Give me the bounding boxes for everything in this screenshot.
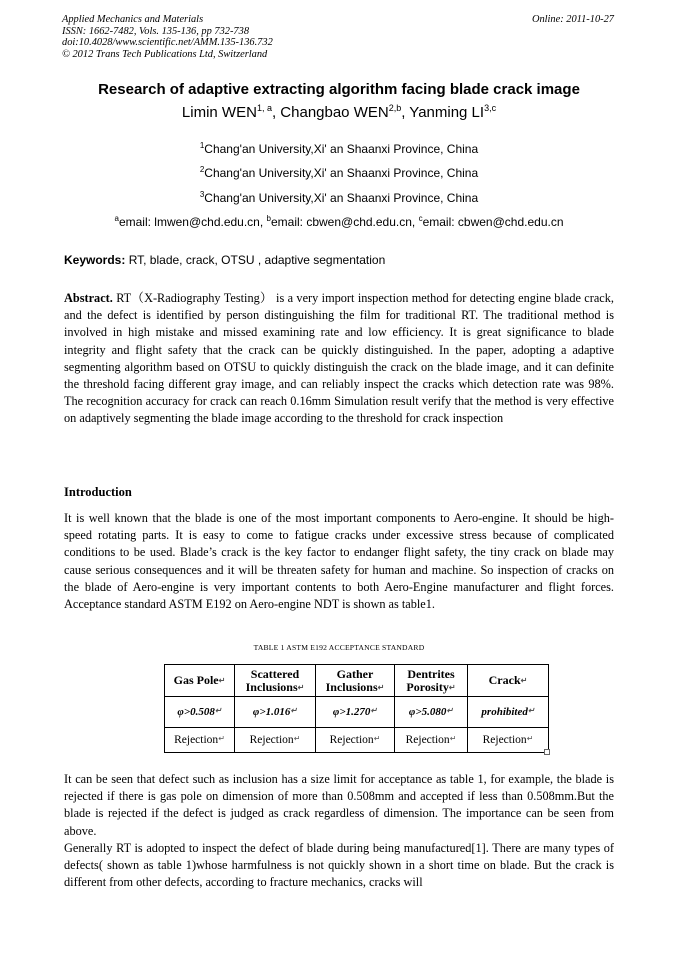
table-cell — [235, 728, 316, 753]
author-sup: 3,c — [484, 103, 497, 113]
cell-mark: ↵ — [293, 734, 301, 743]
affiliation-sup: 3 — [199, 190, 205, 199]
cell-text: φ>5.080 — [408, 706, 447, 718]
section-heading: Introduction — [64, 485, 132, 499]
cell-mark: ↵ — [214, 706, 222, 715]
cell-text: prohibited — [481, 706, 528, 718]
cell-mark: ↵ — [449, 734, 457, 743]
cell-mark: ↵ — [218, 734, 225, 743]
table-header-cell — [468, 665, 549, 697]
issn-line: ISSN: 1662-7482, Vols. 135-136, pp 732-738 — [62, 25, 250, 37]
header-text: Inclusions — [325, 679, 378, 694]
email-sup: b — [266, 214, 271, 223]
author-name: Yanming LI — [409, 104, 485, 121]
abstract — [64, 290, 614, 428]
table-cell — [468, 697, 549, 728]
affiliation-text: Chang'an University,Xi' an Shaanxi Province, China — [204, 142, 479, 156]
table-cell — [316, 697, 395, 728]
author-sup: 1, a — [256, 103, 272, 113]
cell-mark: ↵ — [448, 682, 456, 692]
journal-name: Applied Mechanics and Materials — [62, 14, 204, 25]
email-text: email: lmwen@chd.edu.cn, — [118, 215, 267, 229]
cell-mark: ↵ — [290, 706, 298, 715]
cell-mark: ↵ — [370, 706, 378, 715]
table-cell — [165, 697, 235, 728]
table-header-cell — [395, 665, 468, 697]
affiliation-text: Chang'an University,Xi' an Shaanxi Province, China — [204, 191, 479, 205]
cell-text: φ>0.508 — [177, 706, 215, 718]
abstract-text: RT（X-Radiography Testing） is a very import inspection method for detecting engine blade crack, and the defect is identified by person distinguishing the film for traditional RT. The traditional method is involved in high mistake and missed examining rate and low efficiency. It is great significance to blade integrity and flight safety that the crack can be quickly distinguished. In the paper, adopting a adaptive segmenting algorithm based on OTSU to quickly distinguish the crack on the blade image, and it can definite the threshold facing different gray image, and can reliably inspect the cracks which detection rate was 98%. The recognition accuracy for crack can reach 0.16mm Simulation result verify that the method is very effective on adaptively segmenting the blade image according to the threshold for crack inspection — [64, 291, 614, 426]
cell-mark: ↵ — [377, 682, 385, 692]
cell-text: Rejection — [174, 734, 219, 746]
header-text: Crack — [488, 673, 521, 687]
table-header-row — [165, 665, 549, 697]
cell-text: Rejection — [249, 734, 294, 746]
cell-text: Rejection — [405, 734, 450, 746]
table-cell — [395, 728, 468, 753]
doi-line: doi:10.4028/www.scientific.net/AMM.135-136.732 — [62, 37, 273, 48]
abstract-label: Abstract. — [64, 291, 113, 305]
cell-mark: ↵ — [373, 734, 381, 743]
affiliation — [0, 166, 678, 180]
affiliation-text: Chang'an University,Xi' an Shaanxi Province, China — [204, 166, 479, 180]
cell-text: Rejection — [329, 734, 374, 746]
cell-text: φ>1.016 — [252, 706, 291, 718]
header-text: Dentrites — [407, 666, 455, 681]
keywords-label: Keywords: — [64, 253, 126, 267]
table-header-cell — [165, 665, 235, 697]
copyright-line: © 2012 Trans Tech Publications Ltd, Switzerland — [62, 48, 268, 60]
cell-text: Rejection — [482, 734, 527, 746]
cell-mark: ↵ — [526, 734, 534, 743]
author-sup: 2,b — [388, 103, 402, 113]
paper-title: Research of adaptive extracting algorithm facing blade crack image — [98, 81, 580, 98]
intro-paragraph: Generally RT is adopted to inspect the defect of blade during being manufactured[1]. There are many types of defects( shown as table 1)whose harmfulness is not quickly shown in a short time on blade. But the crack is different from other defects, according to fracture mechanics, cracks will — [64, 841, 614, 890]
table-cell — [316, 728, 395, 753]
email-text: email: cbwen@chd.edu.cn — [422, 215, 564, 229]
keywords — [64, 253, 385, 267]
affiliation — [0, 142, 678, 156]
cell-mark: ↵ — [520, 676, 528, 685]
affiliation-sup: 1 — [199, 141, 205, 150]
table-header-cell — [316, 665, 395, 697]
table-header-cell — [235, 665, 316, 697]
email-line — [0, 215, 678, 229]
intro-paragraph: It can be seen that defect such as inclusion has a size limit for acceptance as table 1, for example, the blade is rejected if there is gas pole on dimension of more than 0.508mm and accepted if less than 0.508mm.But the blade is rejected if the defect is judged as crack regardless of dimension. The importance can be seen from above. — [64, 772, 614, 838]
header-text: Scattered — [250, 666, 300, 681]
table-cell — [235, 697, 316, 728]
cell-mark: ↵ — [218, 676, 226, 685]
cell-text: φ>1.270 — [332, 706, 371, 718]
table-cell — [468, 728, 549, 753]
table-resize-handle[interactable] — [544, 749, 550, 755]
online-date: Online: 2011-10-27 — [531, 14, 614, 25]
author-name: Limin WEN — [181, 104, 257, 121]
header-text: Gather — [336, 666, 374, 681]
email-text: email: cbwen@chd.edu.cn, — [270, 215, 419, 229]
email-sup: c — [418, 214, 423, 223]
acceptance-table — [164, 664, 549, 753]
intro-paragraph: It is well known that the blade is one of the most important components to Aero-engine. It should be high-speed rotating parts. It is easy to come to fatigue cracks under excessive stress because of complicated conditions to be used. Blade’s crack is the key factor to endanger flight safety, the tiny crack on blade may cause serious consequences and it will be threaten safety for human and machine. So inspection of cracks on the blade of Aero-engine is very important contents to both Aero-Engine manufacturer and flight forces. Acceptance standard ASTM E192 on Aero-engine NDT is shown as table1. — [64, 511, 614, 612]
header-text: Gas Pole — [173, 673, 219, 687]
table-cell — [165, 728, 235, 753]
table-row — [165, 697, 549, 728]
journal-header — [62, 14, 618, 60]
affiliation-sup: 2 — [199, 165, 205, 174]
table-row — [165, 728, 549, 753]
author-list: Limin WEN$^{1, a}$, Changbao WEN$^{2,b}$, Yanming LI$^{3,c}$ — [181, 103, 497, 121]
table-caption: TABLE 1 ASTM E192 ACCEPTANCE STANDARD — [253, 643, 425, 652]
affiliation — [0, 191, 678, 205]
email-sup: a — [114, 214, 119, 223]
cell-mark: ↵ — [446, 706, 454, 715]
header-text: Inclusions — [245, 679, 298, 694]
author-name: Changbao WEN — [280, 104, 389, 121]
header-text: Porosity — [406, 679, 449, 694]
cell-mark: ↵ — [527, 706, 535, 715]
table-cell — [395, 697, 468, 728]
cell-mark: ↵ — [297, 682, 305, 692]
keywords-text: RT, blade, crack, OTSU , adaptive segmentation — [125, 253, 386, 267]
